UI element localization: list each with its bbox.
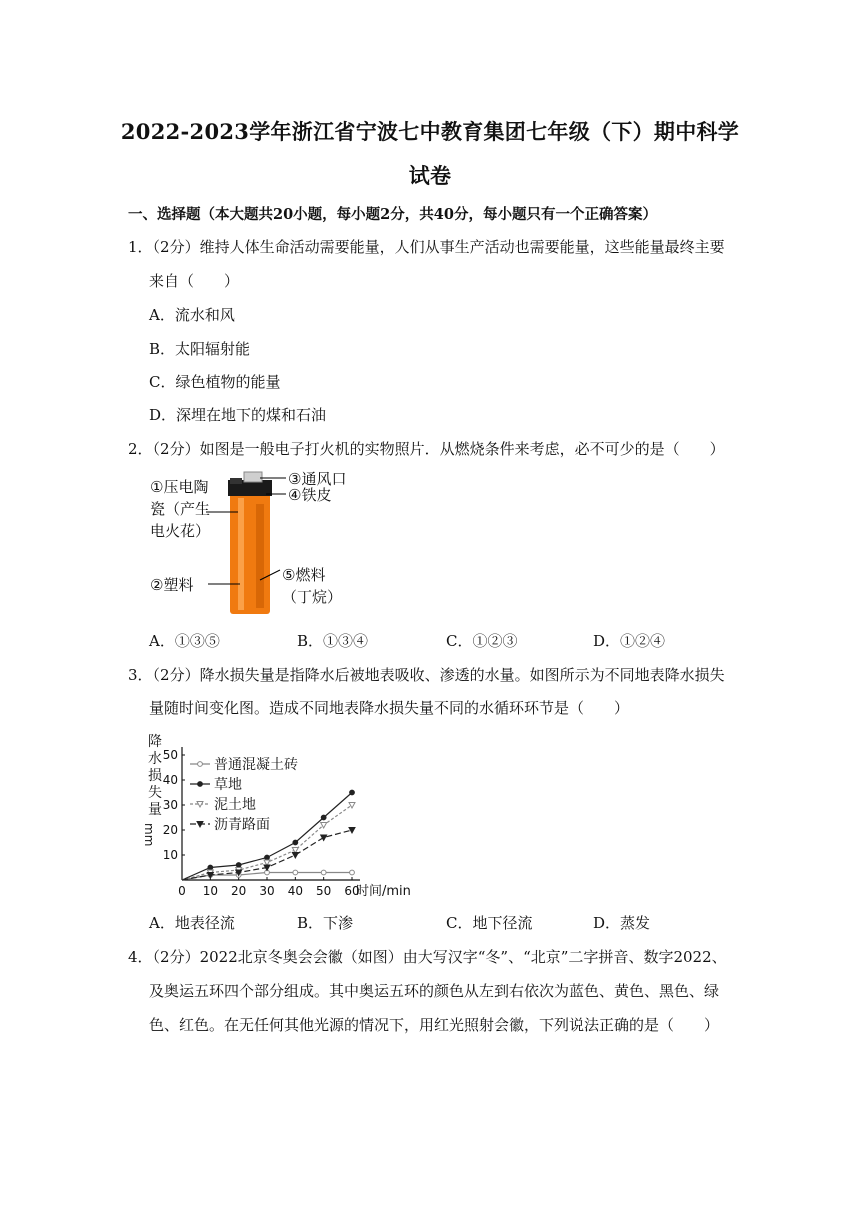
exam-title-line1: 2022-2023学年浙江省宁波七中教育集团七年级（下）期中科学	[120, 119, 740, 144]
q1-option-d: D．深埋在地下的煤和石油	[149, 406, 327, 424]
data-point	[292, 853, 298, 859]
data-point	[236, 863, 241, 868]
q3-stem-line2: 量随时间变化图。造成不同地表降水损失量不同的水循环环节是（ ）	[149, 699, 630, 717]
q2-option-c: C．①②③	[446, 632, 518, 650]
legend-label: 沥青路面	[214, 817, 270, 833]
y-tick-label: 30	[162, 798, 178, 812]
label-vent: ③通风口	[288, 470, 347, 488]
x-tick-label: 20	[231, 884, 247, 898]
q1-option-c: C．绿色植物的能量	[149, 373, 281, 391]
q3-option-b: B．下渗	[297, 914, 354, 932]
x-tick-label: 60	[344, 884, 360, 898]
y-axis-label-char: 量	[148, 802, 162, 818]
y-axis-label-char: 水	[148, 751, 162, 767]
data-point	[265, 855, 270, 860]
label-piezo-2: 瓷（产生	[150, 500, 211, 518]
q2-option-a: A．①③⑤	[149, 632, 220, 650]
legend-marker	[198, 762, 203, 767]
q3-option-c: C．地下径流	[446, 914, 533, 932]
q3-option-d: D．蒸发	[593, 914, 651, 932]
q2-option-b: B．①③④	[297, 632, 369, 650]
lighter-metal-guard	[244, 472, 262, 482]
y-axis-label-char: 降	[148, 734, 162, 750]
data-point	[350, 870, 355, 875]
q1-stem-line2: 来自（ ）	[149, 272, 240, 290]
label-fuel: ⑤燃料	[282, 566, 326, 584]
x-tick-label: 40	[287, 884, 303, 898]
section-heading: 一、选择题（本大题共20小题，每小题2分，共40分，每小题只有一个正确答案）	[128, 206, 657, 223]
label-plastic: ②塑料	[150, 576, 194, 594]
lighter-fuel-tube	[256, 504, 264, 608]
data-point	[349, 828, 355, 834]
legend-label: 普通混凝土砖	[214, 757, 298, 773]
x-axis-label: 时间/min	[356, 884, 411, 899]
legend-label: 草地	[214, 777, 242, 793]
lighter-highlight	[238, 498, 244, 610]
q3-stem-line1: 3．（2分）降水损失量是指降水后被地表吸收、渗透的水量。如图所示为不同地表降水损失	[128, 666, 725, 684]
y-tick-label: 40	[162, 773, 178, 787]
lighter-figure	[148, 468, 368, 618]
y-tick-label: 20	[162, 823, 178, 837]
q4-stem-line1: 4．（2分）2022北京冬奥会会徽（如图）由大写汉字“冬”、“北京”二字拼音、数字2022、	[128, 948, 727, 966]
y-axis-label-char: 损	[148, 768, 162, 784]
q1-option-b: B．太阳辐射能	[149, 340, 251, 358]
label-piezo-3: 电火花）	[150, 522, 211, 540]
exam-title-line2: 试卷	[408, 163, 452, 188]
q1-stem-line1: 1．（2分）维持人体生命活动需要能量，人们从事生产活动也需要能量，这些能量最终主要	[128, 238, 725, 256]
data-point	[321, 815, 326, 820]
q3-option-a: A．地表径流	[149, 914, 235, 932]
data-point	[293, 840, 298, 845]
q4-stem-line2: 及奥运五环四个部分组成。其中奥运五环的颜色从左到右依次为蓝色、黄色、黑色、绿	[149, 982, 720, 1000]
y-axis-unit: mm	[142, 823, 156, 847]
lighter-button	[230, 478, 242, 484]
data-point	[208, 865, 213, 870]
y-axis-label-char: 失	[148, 785, 162, 801]
data-point	[321, 835, 327, 841]
data-point	[321, 870, 326, 875]
precipitation-loss-chart	[140, 732, 430, 904]
x-tick-label: 10	[202, 884, 218, 898]
label-iron-sheet: ④铁皮	[288, 486, 332, 504]
x-tick-label: 50	[316, 884, 332, 898]
q1-option-a: A．流水和风	[149, 306, 235, 324]
q2-stem-line1: 2．（2分）如图是一般电子打火机的实物照片．从燃烧条件来考虑，必不可少的是（ ）	[128, 440, 725, 458]
x-tick-label: 0	[178, 884, 186, 898]
data-point	[350, 790, 355, 795]
y-tick-label: 10	[162, 848, 178, 862]
q4-stem-line3: 色、红色。在无任何其他光源的情况下，用红光照射会徽，下列说法正确的是（ ）	[149, 1016, 720, 1034]
y-tick-label: 50	[162, 748, 178, 762]
q2-option-d: D．①②④	[593, 632, 666, 650]
label-piezo-1: ①压电陶	[150, 478, 209, 496]
legend-label: 泥土地	[214, 797, 256, 813]
x-tick-label: 30	[259, 884, 275, 898]
label-butane: （丁烷）	[282, 588, 343, 606]
legend-marker	[198, 782, 203, 787]
data-point	[293, 870, 298, 875]
